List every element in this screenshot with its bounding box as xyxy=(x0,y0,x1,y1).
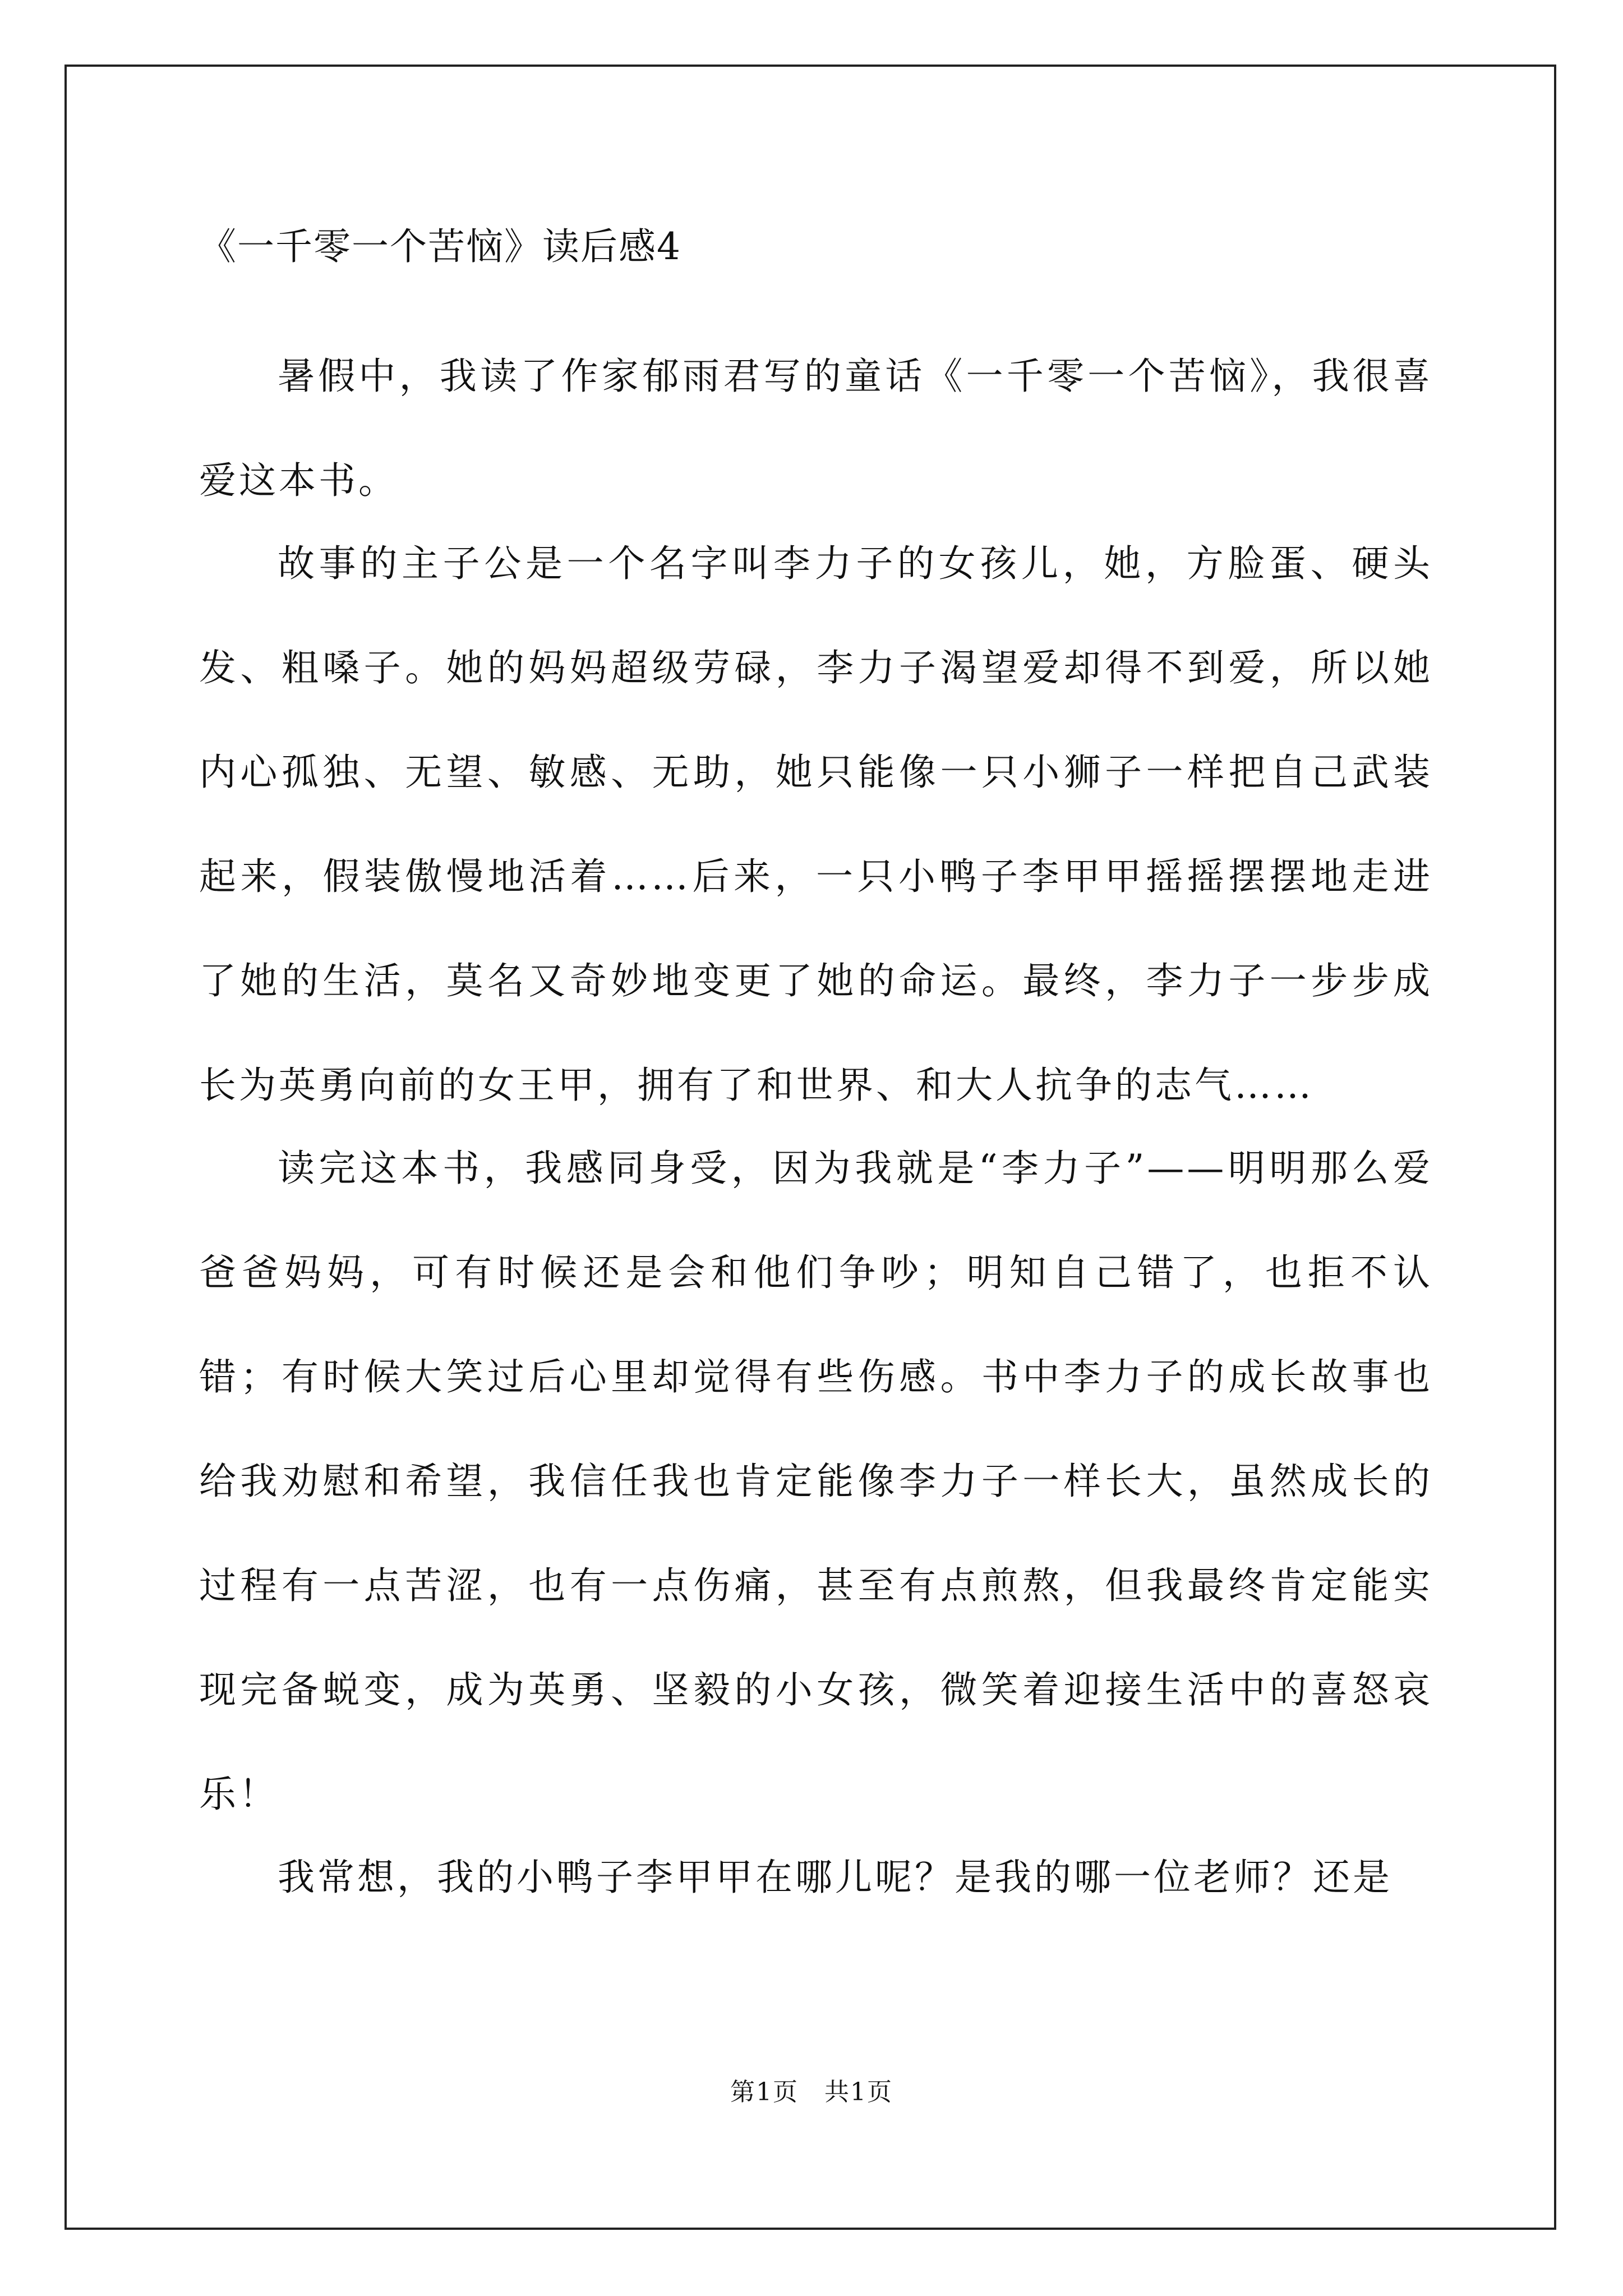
paragraph-4: 我常想，我的小鸭子李甲甲在哪儿呢？是我的哪一位老师？还是 xyxy=(278,1856,1393,1899)
paragraph-3: 读完这本书，我感同身受，因为我就是“李力子”——明明那么爱爸爸妈妈，可有时候还是会和他们争吵；明知自己错了，也拒不认错；有时候大笑过后心里却觉得有些伤感。书中李力子的成长故事也给我劝慰和希望，我信任我也肯定能像李力子一样长大，虽然成长的过程有一点苦涩，也有一点伤痛，甚至有点煎熬，但我最终肯定能实现完备蜕变，成为英勇、坚毅的小女孩，微笑着迎接生活中的喜怒哀乐！ xyxy=(199,1147,1433,1816)
paragraph-2: 故事的主子公是一个名字叫李力子的女孩儿，她，方脸蛋、硬头发、粗嗓子。她的妈妈超级劳碌，李力子渴望爱却得不到爱，所以她内心孤独、无望、敏感、无助，她只能像一只小狮子一样把自己武装起来，假装傲慢地活着……后来，一只小鸭子李甲甲摇摇摆摆地走进了她的生活，莫名又奇妙地变更了她的命运。最终，李力子一步步成长为英勇向前的女王甲，拥有了和世界、和大人抗争的志气…… xyxy=(199,542,1433,1107)
paragraph-1: 暑假中，我读了作家郁雨君写的童话《一千零一个苦恼》，我很喜爱这本书。 xyxy=(199,355,1433,502)
page-footer: 第1页 共1页 xyxy=(730,2078,893,2106)
document-body xyxy=(199,222,1433,1930)
document-title: 《一千零一个苦恼》读后感4 xyxy=(199,225,681,268)
